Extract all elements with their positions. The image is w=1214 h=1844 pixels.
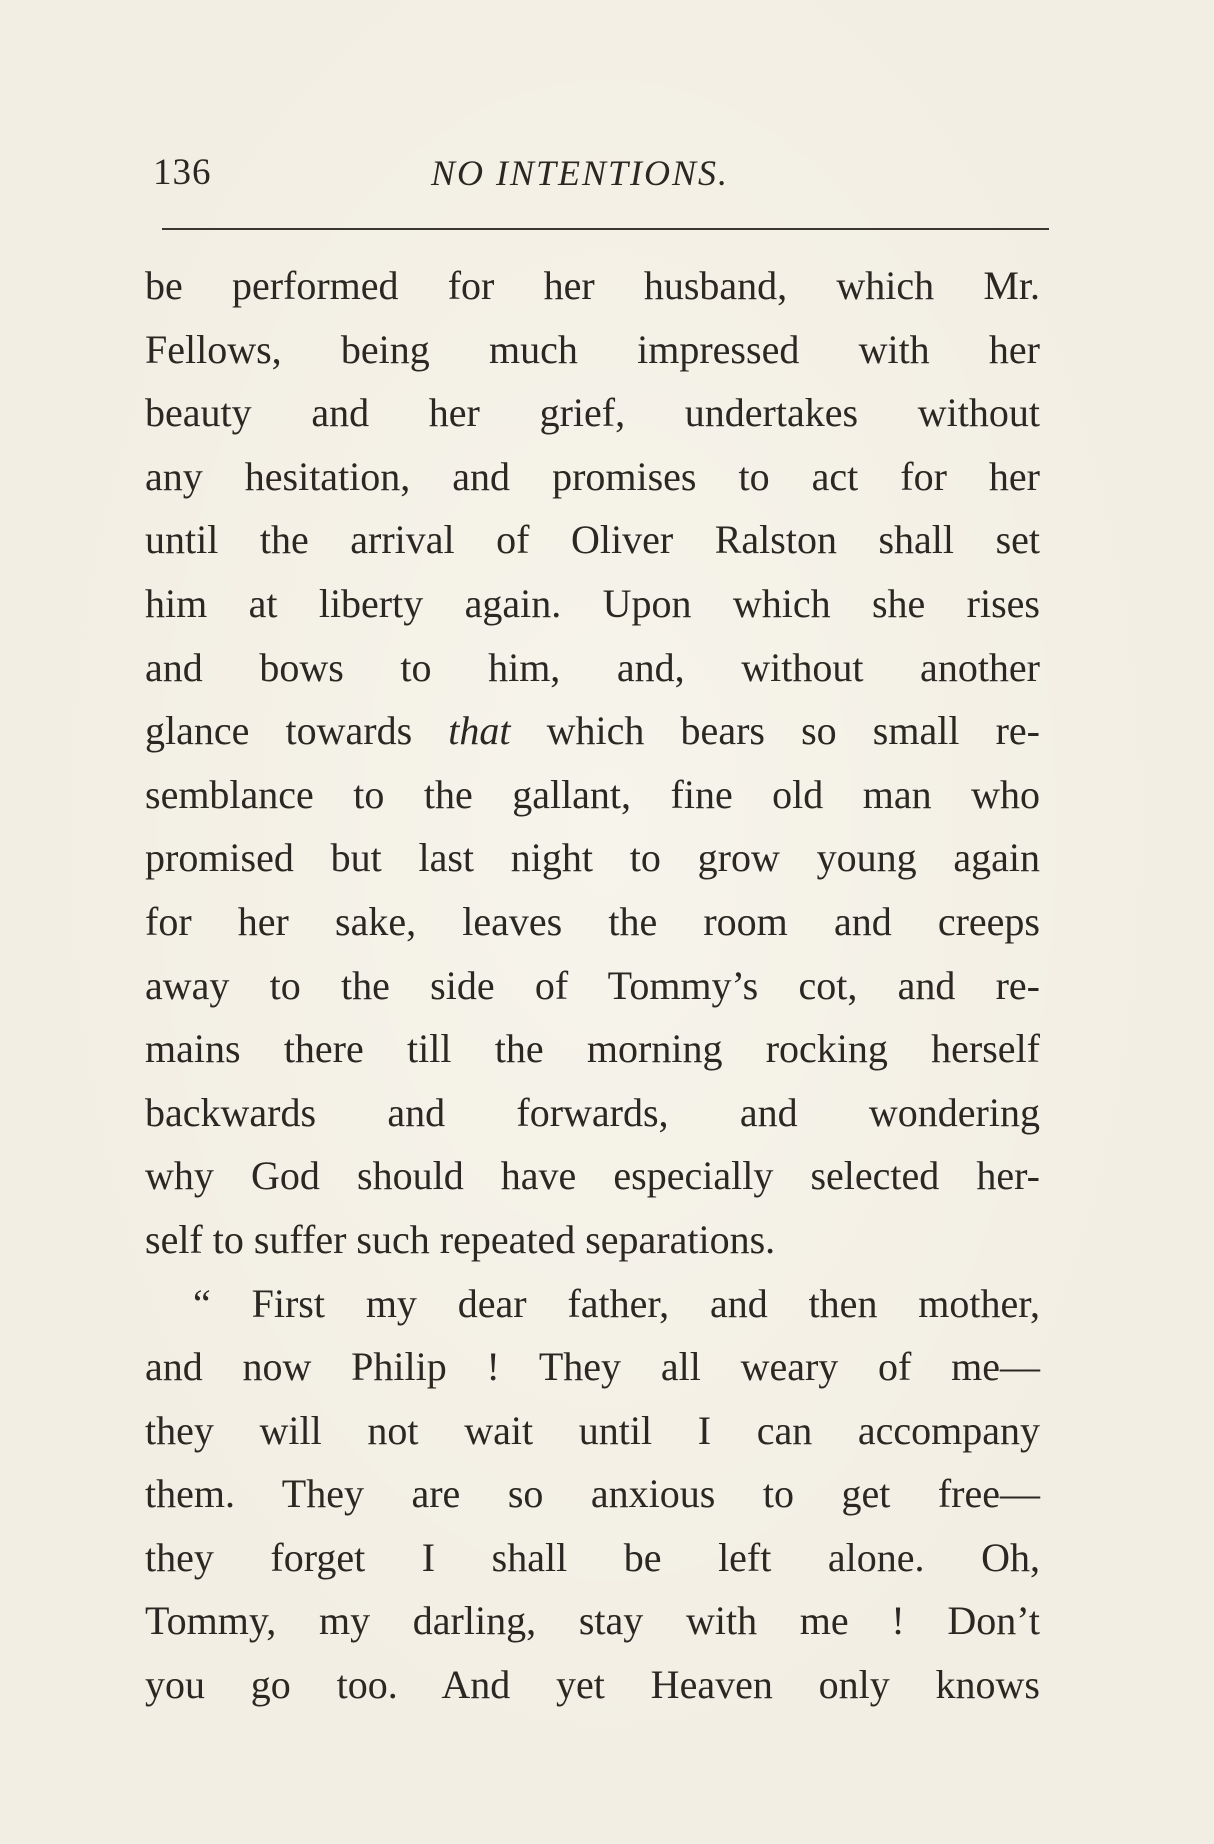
text-line: be performed for her husband, which Mr. [145, 263, 1040, 308]
text-line [145, 699, 1040, 763]
text-line: him at liberty again. Upon which she rises [145, 580, 1040, 626]
text-line: away to the side of Tommy’s cot, and re- [145, 962, 1040, 1008]
text-line: you go too. And yet Heaven only knows [145, 1662, 1040, 1708]
italic-word: that [448, 708, 511, 754]
text-line: until the arrival of Oliver Ralston shall set [145, 517, 1040, 563]
text-line: “ First my dear father, and then mother, [193, 1280, 1040, 1326]
text-line: and now Philip ! They all weary of me— [145, 1344, 1040, 1390]
text-line: Tommy, my darling, stay with me ! Don’t [145, 1598, 1040, 1644]
page-number: 136 [153, 152, 212, 193]
text-line: any hesitation, and promises to act for her [145, 453, 1040, 499]
text-segment: which bears so small re- [510, 708, 1040, 754]
text-line: promised but last night to grow young again [145, 835, 1040, 881]
text-line: backwards and forwards, and wondering [145, 1089, 1040, 1135]
body-text [145, 254, 1040, 1717]
running-title: NO INTENTIONS. [431, 153, 730, 193]
text-segment: glance towards [145, 708, 449, 754]
text-line: Fellows, being much impressed with her [145, 326, 1040, 372]
text-line: why God should have especially selected her- [145, 1153, 1040, 1199]
page-header [153, 148, 1049, 198]
text-line: and bows to him, and, without another [145, 644, 1040, 690]
text-line: mains there till the morning rocking herself [145, 1026, 1040, 1072]
text-line: self to suffer such repeated separations. [145, 1216, 776, 1262]
text-line: they forget I shall be left alone. Oh, [145, 1534, 1040, 1580]
text-line: for her sake, leaves the room and creeps [145, 898, 1040, 944]
text-line: semblance to the gallant, fine old man who [145, 771, 1040, 817]
header-rule [162, 228, 1049, 230]
text-line: them. They are so anxious to get free— [145, 1471, 1040, 1517]
text-line: they will not wait until I can accompany [145, 1407, 1040, 1453]
text-line: beauty and her grief, undertakes without [145, 390, 1040, 436]
